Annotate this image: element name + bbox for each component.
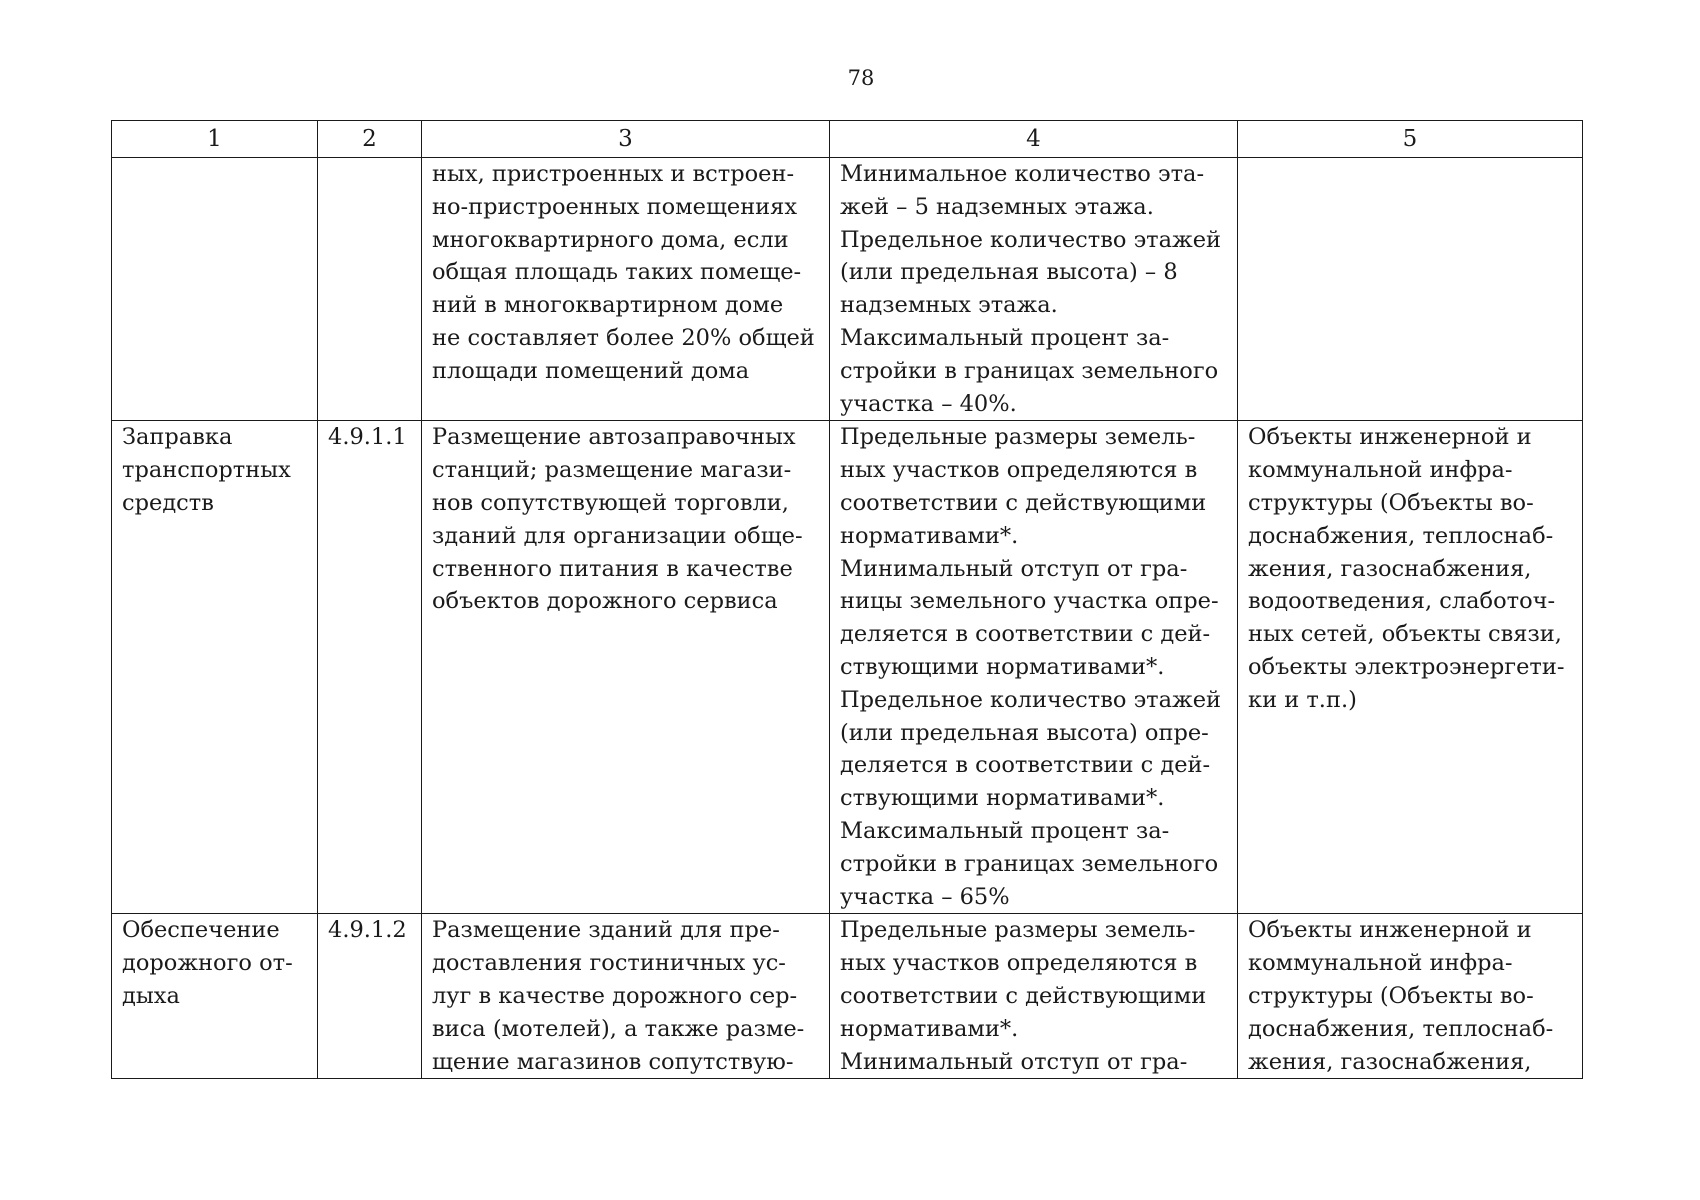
use-type-name: Заправка транспортных средств	[112, 421, 318, 914]
table-row	[112, 158, 1583, 421]
zoning-table	[111, 120, 1583, 1079]
use-type-code: 4.9.1.2	[318, 914, 422, 1079]
auxiliary-uses: Объекты инженерной и коммунальной инфра- структуры (Объекты во- доснабжения, теплоснаб- жения, газоснабжения,	[1238, 914, 1583, 1079]
use-type-name	[112, 158, 318, 421]
auxiliary-uses: Объекты инженерной и коммунальной инфра- структуры (Объекты во- доснабжения, теплоснаб- жения, газоснабжения, водоотведения, слаботоч- ных сетей, объекты связи, объекты электроэнергети- ки и т.п.)	[1238, 421, 1583, 914]
page-number: 78	[847, 66, 875, 90]
table-row	[112, 914, 1583, 1079]
column-header: 4	[830, 121, 1238, 158]
column-header: 5	[1238, 121, 1583, 158]
use-description: Размещение зданий для пре- доставления гостиничных ус- луг в качестве дорожного сер- виса (мотелей), а также разме- щение магазинов сопутствую-	[422, 914, 830, 1079]
use-type-code: 4.9.1.1	[318, 421, 422, 914]
building-parameters: Предельные размеры земель- ных участков определяются в соответствии с действующими нормативами*. Минимальный отступ от гра- ницы земельного участка опре- деляется в соответствии с дей- ствующими нормативами*. Предельное количество этажей (или предельная высота) опре- деляется в соответствии с дей- ствующими нормативами*. Максимальный процент за- стройки в границах земельного участка – 65%	[830, 421, 1238, 914]
building-parameters: Предельные размеры земель- ных участков определяются в соответствии с действующими нормативами*. Минимальный отступ от гра-	[830, 914, 1238, 1079]
column-header: 2	[318, 121, 422, 158]
column-header: 3	[422, 121, 830, 158]
building-parameters: Минимальное количество эта- жей – 5 надземных этажа. Предельное количество этажей (или предельная высота) – 8 надземных этажа. Максимальный процент за- стройки в границах земельного участка – 40%.	[830, 158, 1238, 421]
column-header: 1	[112, 121, 318, 158]
table-row	[112, 421, 1583, 914]
auxiliary-uses	[1238, 158, 1583, 421]
table-header-row	[112, 121, 1583, 158]
use-description: ных, пристроенных и встроен- но-пристроенных помещениях многоквартирного дома, если общая площадь таких помеще- ний в многоквартирном доме не составляет более 20% общей площади помещений дома	[422, 158, 830, 421]
use-type-code	[318, 158, 422, 421]
use-description: Размещение автозаправочных станций; размещение магази- нов сопутствующей торговли, зданий для организации обще- ственного питания в качестве объектов дорожного сервиса	[422, 421, 830, 914]
use-type-name: Обеспечение дорожного от- дыха	[112, 914, 318, 1079]
